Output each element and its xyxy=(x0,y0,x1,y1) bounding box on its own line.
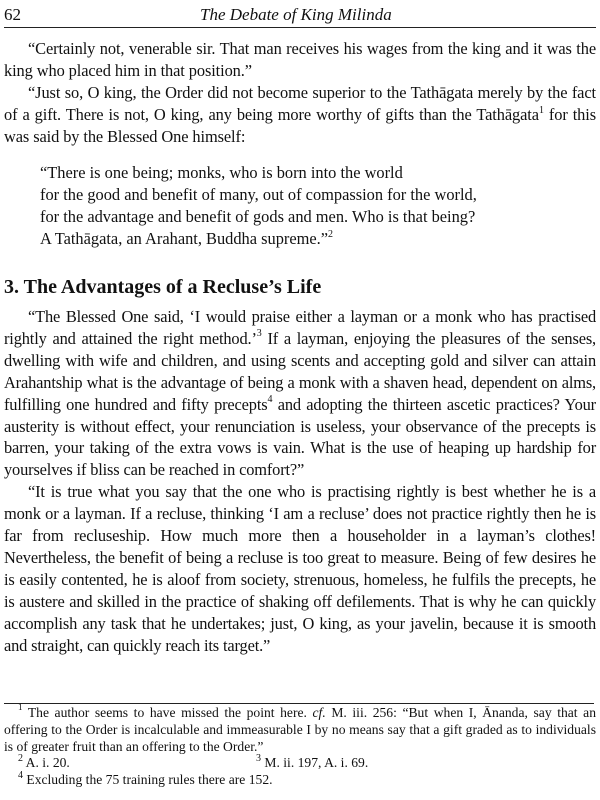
verse-quote xyxy=(40,162,596,250)
footnote-marker: 2 xyxy=(18,752,23,764)
paragraph: “Just so, O king, the Order did not become superior to the Tathāgata merely by the fact of a gift. There is not, O king, any being more worthy of gifts than the Tathāgata$^1$ for this was said by the Blessed One himself: xyxy=(4,83,596,146)
footnote-ref: 4 xyxy=(267,394,273,406)
section-heading: 3. The Advantages of a Recluse’s Life xyxy=(4,276,322,298)
footnote-3: $^3$ M. ii. 197, A. i. 69. xyxy=(256,752,369,771)
section-passage xyxy=(4,306,596,657)
page-header xyxy=(0,0,600,28)
paragraph: “The Blessed One said, ‘I would praise either a layman or a monk who has practised rightly and attained the right method.’$^3$ If a layman, enjoying the pleasures of the senses, dwelling with wife and children, and using scents and accepting gold and silver can attain Arahantship what is the advantage of being a monk with a shaven head, dependent on alms, fulfilling one hundred and fifty precepts$^4$ and adopting the thirteen ascetic practices? Your austerity is without effect, your renunciation is useless, your observance of the precepts is barren, your taking of the extra vows is vain. What is the use of heaping up hardship for yourselves if bliss can be reached in comfort?” xyxy=(4,307,596,480)
footnote-4: $^4$ Excluding the 75 training rules there are 152. xyxy=(18,769,273,788)
paragraph: “Certainly not, venerable sir. That man receives his wages from the king and it was the king who placed him in that position.” xyxy=(4,39,596,80)
footnote-marker: 4 xyxy=(18,769,23,781)
footnote-rule xyxy=(4,703,594,704)
verse-line: A Tathāgata, an Arahant, Buddha supreme.”$^2$ xyxy=(40,228,334,248)
footnote-marker: 3 xyxy=(256,752,261,764)
footnote-ref: 3 xyxy=(256,328,262,340)
verse-line: for the good and benefit of many, out of compassion for the world, xyxy=(40,185,477,204)
paragraph: “It is true what you say that the one who is practising rightly is best whether he is a monk or a layman. If a recluse, thinking ‘I am a recluse’ does not practice rightly then he is far from recluseship. How much more then a householder in a layman’s clothes! Nevertheless, the benefit of being a recluse is too great to measure. Being of few desires he is easily contented, he is aloof from society, strenuous, homeless, he fulfils the precepts, he is austere and skilled in the practice of shaking off defilements. That is why he can quickly accomplish any task that he undertakes; just, O king, as your javelin, because it is smooth and straight, can quickly reach its target.” xyxy=(4,482,596,655)
verse-line: “There is one being; monks, who is born into the world xyxy=(40,163,403,182)
footnote-2: $^2$ A. i. 20. xyxy=(18,752,70,771)
footnotes xyxy=(4,702,596,789)
footnote-ref: 2 xyxy=(328,228,334,240)
footnote-marker: 1 xyxy=(18,702,23,713)
page-number: 62 xyxy=(4,5,21,24)
footnotes-2-3 xyxy=(4,752,596,772)
footnote-1: $^1$ The author seems to have missed the point here. cf. M. iii. 256: “But when I, Ānanda, say that an offering to the Order is incalculable and immeasurable I by no means say that a gift graded as to individuals is of greater fruit than an offering to the Order.” xyxy=(4,702,596,754)
verse-line: for the advantage and benefit of gods and men. Who is that being? xyxy=(40,207,476,226)
running-title: The Debate of King Milinda xyxy=(200,5,392,24)
opening-passage xyxy=(4,38,596,148)
footnote-ref: 1 xyxy=(538,104,544,116)
header-rule xyxy=(4,27,596,28)
